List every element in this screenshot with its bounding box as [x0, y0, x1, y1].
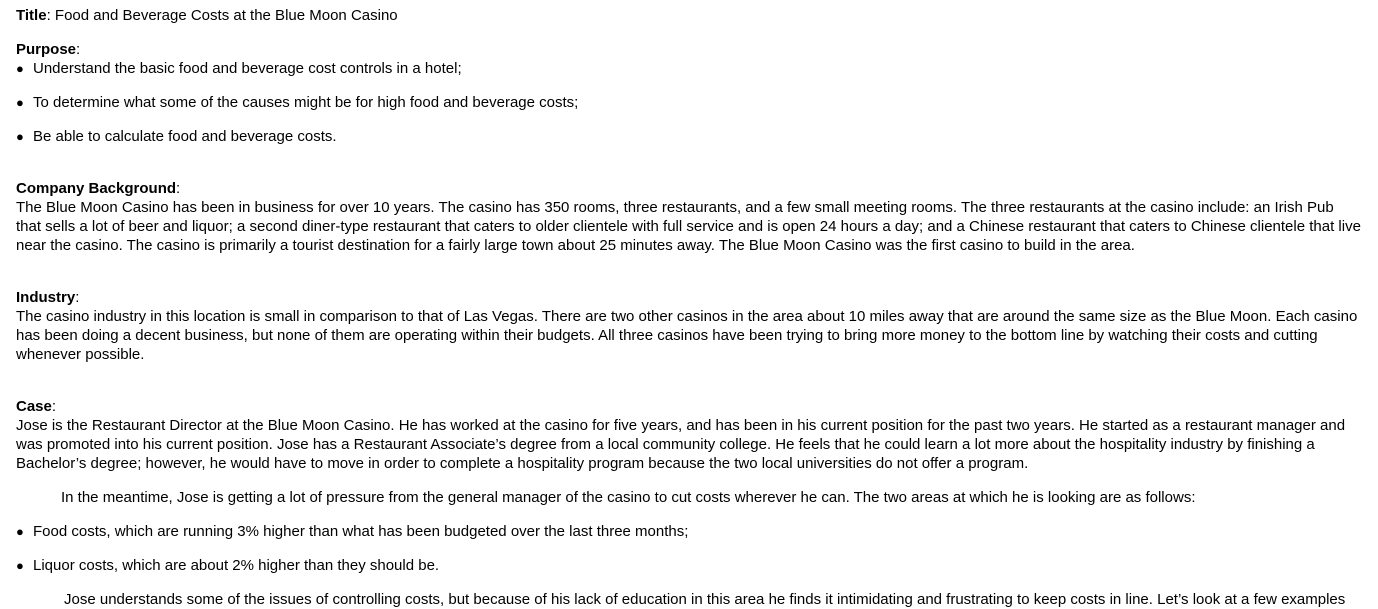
- company-background-colon: :: [176, 180, 181, 197]
- purpose-item-text: Be able to calculate food and beverage costs.: [33, 128, 337, 145]
- title-label: Title: [16, 7, 47, 24]
- list-item: [16, 556, 1362, 575]
- case-item-text: Food costs, which are running 3% higher than what has been budgeted over the last three months;: [33, 523, 689, 540]
- purpose-item-text: Understand the basic food and beverage cost controls in a hotel;: [33, 60, 462, 77]
- bullet-icon: ●: [16, 61, 24, 76]
- industry-paragraph: The casino industry in this location is small in comparison to that of Las Vegas. There are two other casinos in the area about 10 miles away that are around the same size as the Blue Moon. Each casino has been doing a decent business, but none of them are operating within their budgets. All three casinos have been trying to bring more money to the bottom line by watching their costs and cutting whenever possible.: [16, 308, 1358, 363]
- case-item-text: Liquor costs, which are about 2% higher than they should be.: [33, 557, 440, 574]
- case-label: Case: [16, 398, 52, 415]
- list-item: [16, 59, 1362, 78]
- document-title-line: [16, 6, 1362, 25]
- company-background-heading: [16, 179, 1362, 198]
- bullet-icon: ●: [16, 558, 24, 573]
- purpose-list: [16, 59, 1362, 146]
- case-heading: [16, 397, 1362, 416]
- list-item: [16, 522, 1362, 541]
- title-colon: :: [46, 7, 51, 24]
- case-colon: :: [51, 398, 57, 415]
- bullet-icon: ●: [16, 524, 24, 539]
- purpose-item-text: To determine what some of the causes might be for high food and beverage costs;: [33, 94, 579, 111]
- list-item: [16, 127, 1362, 146]
- document-title: Food and Beverage Costs at the Blue Moon Casino: [54, 7, 398, 24]
- bullet-icon: ●: [16, 95, 24, 110]
- purpose-heading: [16, 40, 1362, 59]
- industry-heading: [16, 288, 1362, 307]
- case-cost-list: [16, 522, 1362, 575]
- company-background-paragraph: The Blue Moon Casino has been in business for over 10 years. The casino has 350 rooms, three restaurants, and a few small meeting rooms. The three restaurants at the casino include: an Irish Pub that sells a lot of beer and liquor; a second diner-type restaurant that caters to older clientele with full service and is open 24 hours a day; and a Chinese restaurant that caters to Chinese clientele that live near the casino. The casino is primarily a tourist destination for a fairly large town about 25 minutes away. The Blue Moon Casino was the first casino to build in the area.: [16, 199, 1361, 254]
- case-paragraph-3: Jose understands some of the issues of controlling costs, but because of his lack of education in this area he finds it intimidating and frustrating to keep costs in line. Let’s look at a few examples: [64, 591, 1346, 608]
- company-background-label: Company Background: [16, 180, 177, 197]
- bullet-icon: ●: [16, 129, 24, 144]
- purpose-label: Purpose: [16, 41, 77, 58]
- purpose-colon: :: [76, 41, 81, 58]
- case-paragraph-2: In the meantime, Jose is getting a lot of pressure from the general manager of the casino to cut costs wherever he can. The two areas at which he is looking are as follows:: [61, 489, 1196, 506]
- case-paragraph-1: Jose is the Restaurant Director at the Blue Moon Casino. He has worked at the casino for five years, and has been in his current position for the past two years. He started as a restaurant manager and was promoted into his current position. Jose has a Restaurant Associate’s degree from a local community college. He feels that he could learn a lot more about the hospitality industry by finishing a Bachelor’s degree; however, he would have to move in order to complete a hospitality program because the two local universities do not offer a program.: [16, 417, 1346, 472]
- list-item: [16, 93, 1362, 112]
- industry-colon: :: [75, 289, 80, 306]
- industry-label: Industry: [16, 289, 76, 306]
